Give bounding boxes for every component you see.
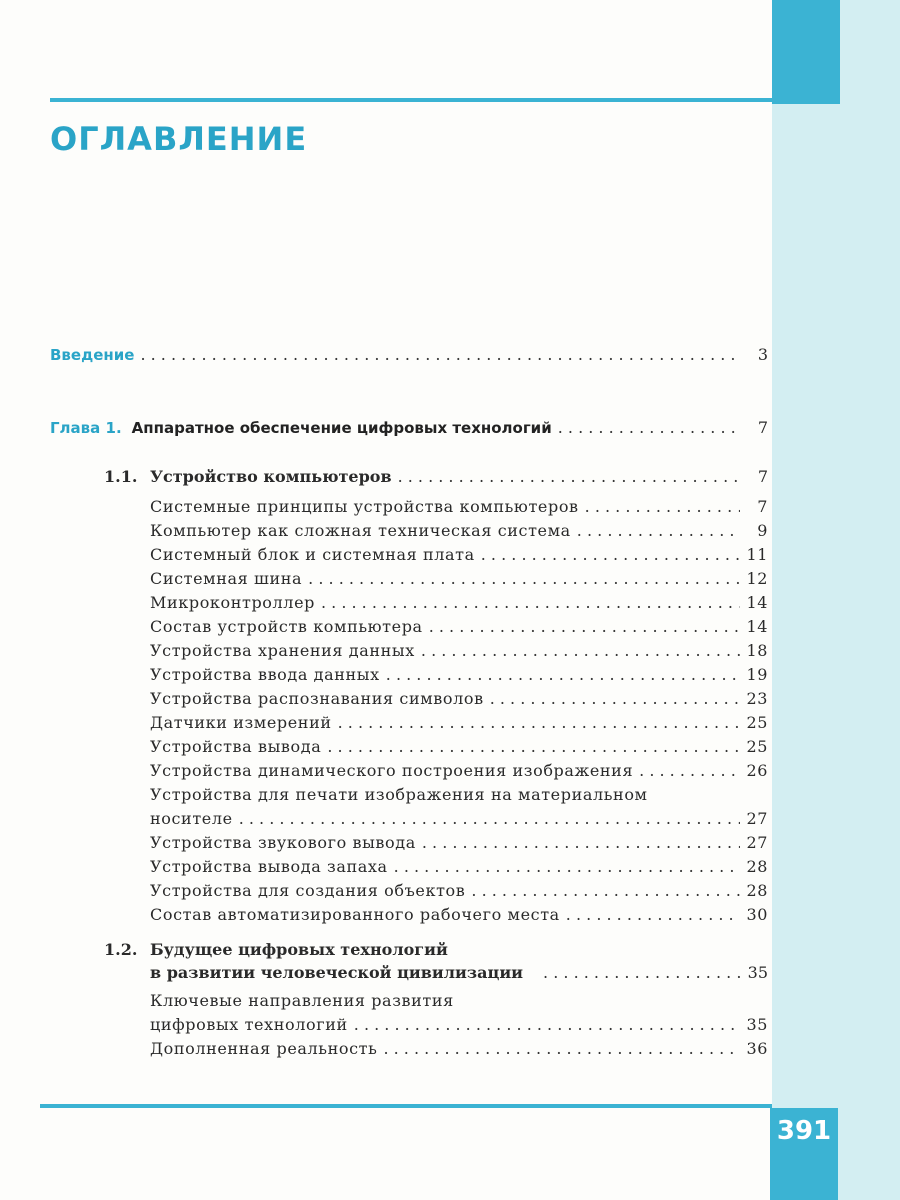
toc-subentry-page: 27 bbox=[746, 833, 768, 852]
toc-entry-page: 3 bbox=[757, 345, 768, 364]
toc-subentry-title-line2: носителе bbox=[150, 809, 233, 828]
toc-subentry-title: Компьютер как сложная техническая система bbox=[150, 521, 571, 540]
toc-entry-label: Введение bbox=[50, 346, 135, 364]
toc-subentry-title-line1: Ключевые направления развития bbox=[150, 991, 454, 1010]
leader-dots bbox=[421, 641, 740, 660]
leader-dots bbox=[577, 521, 740, 540]
leader-dots bbox=[398, 467, 740, 486]
toc-subentry-page: 28 bbox=[746, 881, 768, 900]
toc-subentry-page: 23 bbox=[746, 689, 768, 708]
toc-subentry-page: 35 bbox=[746, 1015, 768, 1034]
leader-dots bbox=[338, 713, 740, 732]
page-title: ОГЛАВЛЕНИЕ bbox=[50, 120, 308, 158]
chapter-title: Аппаратное обеспечение цифровых технологий bbox=[131, 419, 552, 437]
section-title-line2: в развитии человеческой цивилизации bbox=[150, 963, 524, 982]
toc-subentry-page: 9 bbox=[757, 521, 768, 540]
toc-entry-page: 35 bbox=[747, 963, 768, 982]
leader-dots bbox=[140, 345, 740, 364]
toc-subentry-title: Системная шина bbox=[150, 569, 303, 588]
toc-entry-intro[interactable] bbox=[50, 345, 768, 364]
bottom-rule bbox=[40, 1104, 772, 1108]
toc-subentry[interactable] bbox=[150, 641, 768, 660]
toc-subentry[interactable] bbox=[150, 569, 768, 588]
leader-dots bbox=[639, 761, 740, 780]
leader-dots bbox=[481, 545, 740, 564]
toc-subentry[interactable] bbox=[150, 857, 768, 876]
toc-subentry-title: Устройства вывода запаха bbox=[150, 857, 388, 876]
toc-subentry[interactable] bbox=[150, 689, 768, 708]
toc-subentry-title: Состав автоматизированного рабочего места bbox=[150, 905, 560, 924]
toc-subentry[interactable] bbox=[150, 737, 768, 756]
toc-subentry-page: 36 bbox=[746, 1039, 768, 1058]
toc-subentry-title: Устройства вывода bbox=[150, 737, 322, 756]
toc-subentry-title: Устройства для создания объектов bbox=[150, 881, 466, 900]
section-number: 1.2. bbox=[104, 940, 138, 959]
chapter-number: Глава 1. bbox=[50, 419, 122, 437]
toc-subentry[interactable] bbox=[150, 617, 768, 636]
leader-dots bbox=[386, 665, 740, 684]
leader-dots bbox=[422, 833, 740, 852]
toc-subentry[interactable] bbox=[150, 905, 768, 924]
leader-dots bbox=[308, 569, 740, 588]
leader-dots bbox=[471, 881, 740, 900]
toc-subentry-title: Микроконтроллер bbox=[150, 593, 315, 612]
toc-subentry-title: Системный блок и системная плата bbox=[150, 545, 475, 564]
leader-dots bbox=[383, 1039, 740, 1058]
toc-subentry[interactable] bbox=[150, 713, 768, 732]
toc-subentry[interactable] bbox=[150, 881, 768, 900]
leader-dots bbox=[321, 593, 740, 612]
toc-subentry-page: 25 bbox=[746, 737, 768, 756]
toc-subentry-title: Состав устройств компьютера bbox=[150, 617, 423, 636]
toc-subentry-page: 18 bbox=[746, 641, 768, 660]
toc-subentry[interactable] bbox=[150, 809, 768, 828]
toc-subentry-title: Устройства ввода данных bbox=[150, 665, 380, 684]
toc-subentry[interactable] bbox=[150, 593, 768, 612]
leader-dots bbox=[585, 497, 740, 516]
toc-subentry[interactable] bbox=[150, 1039, 768, 1058]
toc-subentry-page: 25 bbox=[746, 713, 768, 732]
leader-dots bbox=[429, 617, 740, 636]
toc-entry-page: 7 bbox=[757, 467, 768, 486]
toc-subentry-title: Дополненная реальность bbox=[150, 1039, 378, 1058]
toc-subentry-page: 30 bbox=[746, 905, 768, 924]
toc-entry-chapter-1[interactable] bbox=[50, 418, 768, 437]
toc-subentry[interactable] bbox=[150, 1015, 768, 1034]
toc-entry-section-1-2-line1[interactable] bbox=[104, 940, 448, 959]
toc-subentry-title: Устройства звукового вывода bbox=[150, 833, 416, 852]
toc-subentry-title: Устройства динамического построения изображения bbox=[150, 761, 634, 780]
leader-dots bbox=[239, 809, 740, 828]
section-title: Устройство компьютеров bbox=[150, 467, 392, 486]
toc-subentry-title: Устройства хранения данных bbox=[150, 641, 415, 660]
toc-subentry-title: Датчики измерений bbox=[150, 713, 332, 732]
toc-entry-page: 7 bbox=[757, 418, 768, 437]
section-title-line1: Будущее цифровых технологий bbox=[150, 940, 448, 959]
toc-subentry-title: Системные принципы устройства компьютеров bbox=[150, 497, 579, 516]
toc-entry-section-1-2[interactable] bbox=[150, 963, 768, 982]
toc-subentry-title-line2: цифровых технологий bbox=[150, 1015, 348, 1034]
leader-dots bbox=[566, 905, 740, 924]
toc-subentry-page: 27 bbox=[746, 809, 768, 828]
toc-subentry-page: 7 bbox=[757, 497, 768, 516]
toc-entry-section-1-1[interactable] bbox=[104, 467, 768, 486]
toc-subentry[interactable] bbox=[150, 833, 768, 852]
toc-subentry[interactable] bbox=[150, 761, 768, 780]
page-number: 391 bbox=[776, 1116, 832, 1146]
toc-subentry[interactable] bbox=[150, 545, 768, 564]
leader-dots bbox=[354, 1015, 740, 1034]
toc-subentry[interactable] bbox=[150, 521, 768, 540]
leader-dots bbox=[543, 963, 740, 982]
toc-subentry-page: 19 bbox=[746, 665, 768, 684]
toc-subentry-title-line1: Устройства для печати изображения на материальном bbox=[150, 785, 648, 804]
toc-subentry[interactable] bbox=[150, 497, 768, 516]
toc-subentry[interactable] bbox=[150, 665, 768, 684]
toc-subentry-page: 26 bbox=[746, 761, 768, 780]
toc-subentry-title: Устройства распознавания символов bbox=[150, 689, 484, 708]
toc-subentry-page: 14 bbox=[746, 593, 768, 612]
leader-dots bbox=[394, 857, 740, 876]
leader-dots bbox=[327, 737, 740, 756]
leader-dots bbox=[558, 418, 740, 437]
toc-subentry-page: 11 bbox=[746, 545, 768, 564]
leader-dots bbox=[490, 689, 740, 708]
toc-subentry-page: 28 bbox=[746, 857, 768, 876]
toc-subentry-page: 14 bbox=[746, 617, 768, 636]
section-number: 1.1. bbox=[104, 467, 138, 486]
toc-subentry-page: 12 bbox=[746, 569, 768, 588]
